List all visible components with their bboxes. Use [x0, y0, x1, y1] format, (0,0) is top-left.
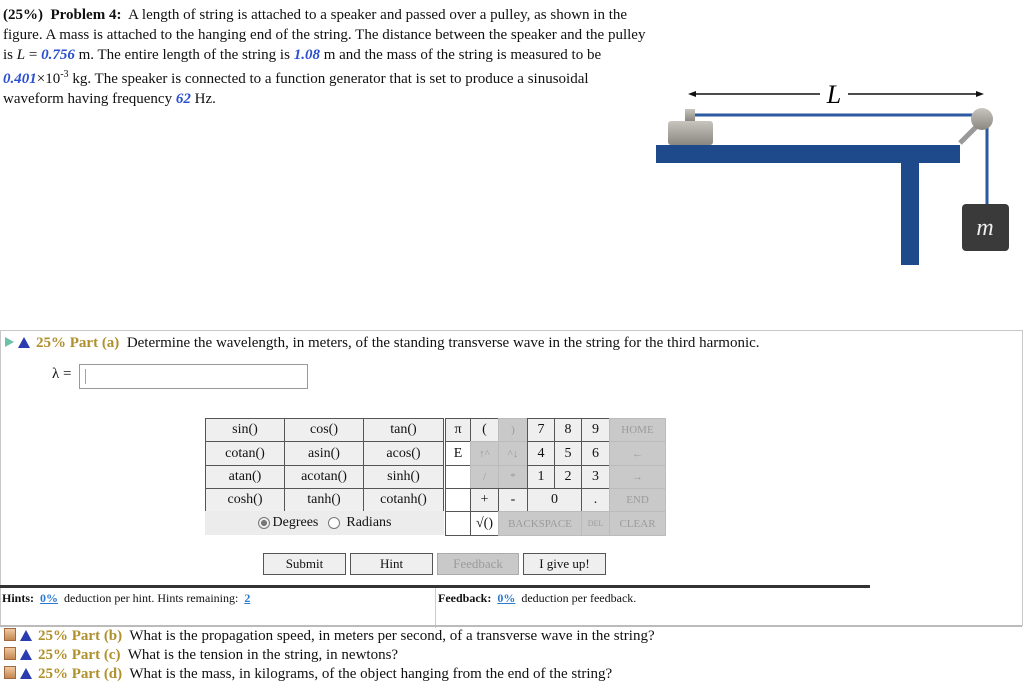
collapsed-icon [4, 666, 16, 679]
part-c-percent: 25% Part (c) [38, 647, 121, 663]
keypad-key: ↑^ [470, 441, 499, 466]
part-b-question: What is the propagation speed, in meters per second, of a transverse wave in the string? [129, 628, 655, 644]
part-b-percent: 25% Part (b) [38, 628, 123, 644]
L-label: L [826, 80, 842, 109]
keypad-key: / [470, 465, 499, 489]
warning-icon [18, 337, 30, 348]
problem-text: A length of string is attached to a speaker and passed over a pulley, as shown in the figure. A mass is attached to the hanging end of the string. The distance between the speaker and the pulley is [3, 7, 646, 63]
part-b-header[interactable] [4, 628, 655, 645]
problem-label: Problem 4: [50, 7, 122, 23]
part-d-percent: 25% Part (d) [38, 666, 123, 682]
key-function[interactable]: cotanh() [363, 488, 444, 512]
keypad-key[interactable] [445, 488, 471, 512]
keypad-key[interactable]: 9 [581, 418, 610, 442]
exponent: -3 [60, 69, 69, 80]
part-c-header[interactable] [4, 647, 398, 664]
hints-info [2, 591, 253, 606]
part-d-question: What is the mass, in kilograms, of the object hanging from the end of the string? [129, 666, 613, 682]
keypad-key[interactable] [445, 465, 471, 489]
frequency-value: 62 [175, 91, 191, 107]
radians-radio[interactable] [328, 517, 340, 529]
hints-label: Hints: [2, 591, 35, 605]
key-function[interactable]: tanh() [284, 488, 364, 512]
times-ten: ×10 [36, 71, 61, 87]
hint-deduction: 0% [40, 591, 59, 605]
keypad-key[interactable]: √() [470, 511, 499, 536]
mass-value: 0.401 [3, 71, 37, 87]
key-function[interactable]: tan() [363, 418, 444, 442]
keypad-key[interactable]: ( [470, 418, 499, 442]
degrees-label: Degrees [272, 515, 319, 530]
key-function[interactable]: sin() [205, 418, 285, 442]
distance-value: 0.756 [41, 47, 75, 63]
part-a-percent: 25% Part (a) [36, 335, 120, 351]
feedback-label: Feedback: [438, 591, 492, 605]
keypad-key[interactable]: 3 [581, 465, 610, 489]
keypad-key: DEL [581, 511, 610, 536]
table-leg [901, 163, 919, 265]
keypad-key[interactable]: - [498, 488, 528, 512]
keypad-key[interactable]: . [581, 488, 610, 512]
radians-label: Radians [346, 515, 392, 530]
feedback-deduction: 0% [497, 591, 516, 605]
speaker-pulley-figure [650, 75, 1024, 265]
speaker [668, 121, 713, 145]
collapsed-icon [4, 647, 16, 660]
part-c-question: What is the tension in the string, in newtons? [127, 647, 399, 663]
keypad-key: ← [609, 441, 666, 466]
keypad-key[interactable]: E [445, 441, 471, 466]
keypad-key[interactable]: 6 [581, 441, 610, 466]
key-function[interactable]: acotan() [284, 465, 364, 489]
give-up-button[interactable]: I give up! [523, 553, 606, 575]
key-function[interactable]: cos() [284, 418, 364, 442]
arrowhead-right [976, 91, 984, 97]
keypad-key[interactable]: 7 [527, 418, 555, 442]
hints-text: deduction per hint. Hints remaining: [64, 591, 239, 605]
warning-icon [20, 649, 32, 660]
keypad-key[interactable]: 0 [527, 488, 582, 512]
divider [435, 588, 436, 628]
problem-text: Hz. [190, 91, 216, 107]
part-a-question: Determine the wavelength, in meters, of the standing transverse wave in the string for the third harmonic. [126, 335, 760, 351]
key-function[interactable]: acos() [363, 441, 444, 466]
key-function[interactable]: sinh() [363, 465, 444, 489]
keypad-key: HOME [609, 418, 666, 442]
degrees-radio[interactable] [258, 517, 270, 529]
angle-mode [205, 511, 444, 535]
key-function[interactable]: atan() [205, 465, 285, 489]
equals: = [25, 47, 42, 63]
keypad-key: END [609, 488, 666, 512]
feedback-button: Feedback [437, 553, 519, 575]
part-a-header [5, 335, 760, 352]
key-function[interactable]: cotan() [205, 441, 285, 466]
keypad-key[interactable]: 1 [527, 465, 555, 489]
key-function[interactable]: asin() [284, 441, 364, 466]
answer-input[interactable] [79, 364, 308, 389]
mass-label: m [976, 215, 994, 241]
problem-text: kg. The speaker is connected to a function generator that is set to produce a sinusoidal waveform having frequency [3, 71, 589, 107]
keypad-key: ) [498, 418, 528, 442]
problem-statement [3, 5, 653, 109]
keypad-key[interactable]: 2 [554, 465, 582, 489]
expand-icon[interactable] [5, 337, 14, 347]
part-d-header[interactable] [4, 666, 612, 683]
keypad-key[interactable] [445, 511, 471, 536]
keypad-key[interactable]: + [470, 488, 499, 512]
keypad-key[interactable]: 4 [527, 441, 555, 466]
keypad-key: → [609, 465, 666, 489]
problem-weight: (25%) [3, 7, 43, 23]
keypad-key[interactable]: 8 [554, 418, 582, 442]
L-symbol: L [16, 47, 26, 63]
keypad-key[interactable]: π [445, 418, 471, 442]
hints-feedback-bar [0, 585, 870, 628]
keypad-key[interactable]: 5 [554, 441, 582, 466]
text-caret [85, 369, 86, 384]
problem-text: m. The entire length of the string is [74, 47, 294, 63]
divider [0, 625, 1022, 627]
problem-text: m and the mass of the string is measured to be [319, 47, 602, 63]
keypad-key: * [498, 465, 528, 489]
warning-icon [20, 668, 32, 679]
feedback-info [438, 591, 636, 606]
speaker-knob [685, 109, 695, 121]
table-top [656, 145, 960, 163]
warning-icon [20, 630, 32, 641]
keypad-key: BACKSPACE [498, 511, 582, 536]
keypad-key: ^↓ [498, 441, 528, 466]
keypad-key: CLEAR [609, 511, 666, 536]
length-value: 1.08 [293, 47, 320, 63]
lambda-label: λ = [52, 366, 72, 382]
hints-remaining: 2 [244, 591, 251, 605]
collapsed-icon [4, 628, 16, 641]
feedback-text: deduction per feedback. [521, 591, 637, 605]
key-function[interactable]: cosh() [205, 488, 285, 512]
hint-button[interactable]: Hint [350, 553, 433, 575]
pulley [971, 108, 993, 130]
arrowhead-left [688, 91, 696, 97]
submit-button[interactable]: Submit [263, 553, 346, 575]
